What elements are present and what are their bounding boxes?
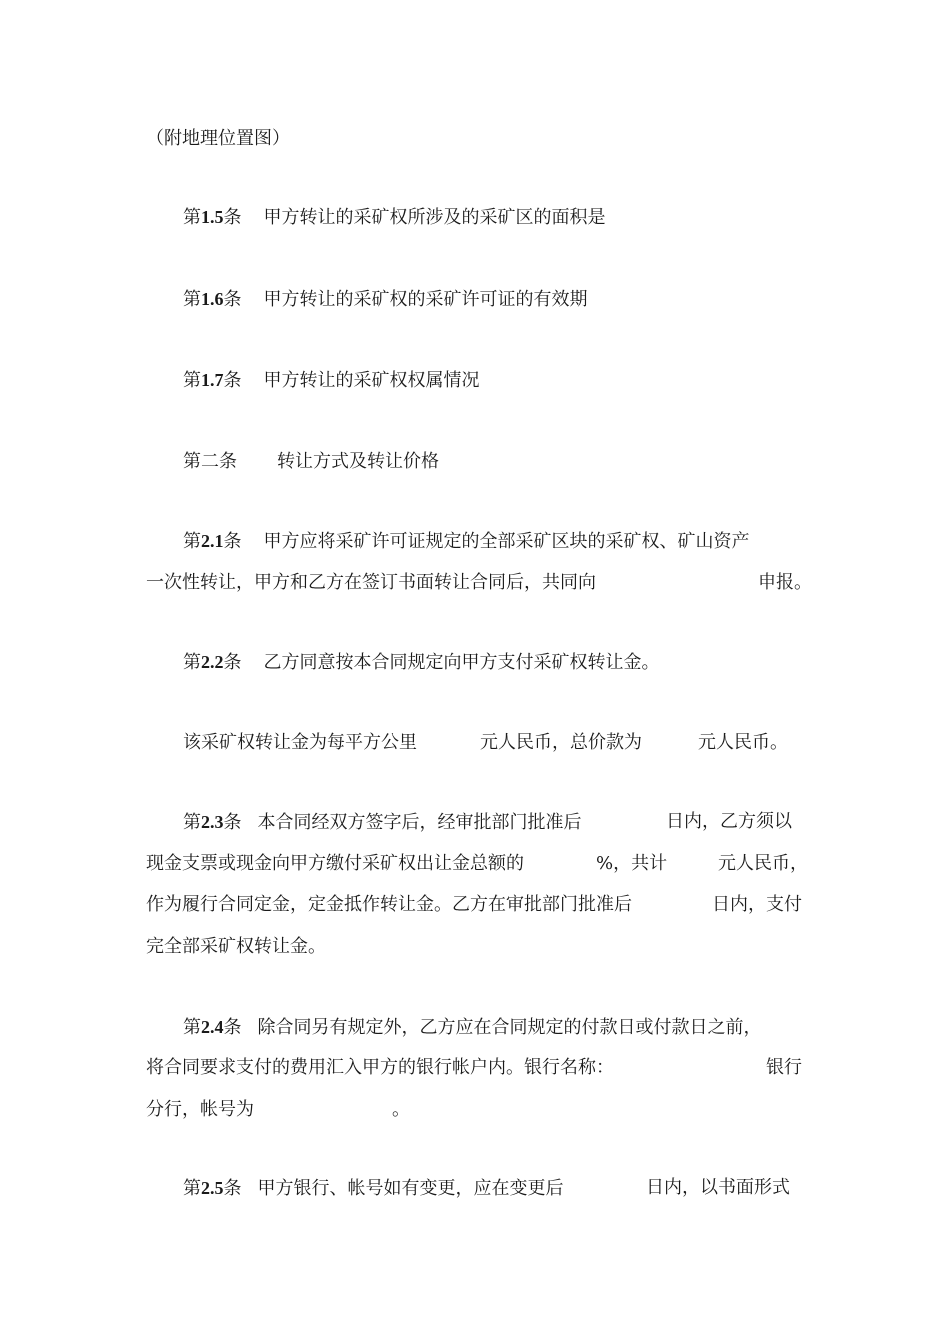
article-2-4-line-3: 分行，帐号为 bbox=[146, 1099, 254, 1120]
article-2-4-line-2: 将合同要求支付的费用汇入甲方的银行帐户内。银行名称： bbox=[146, 1057, 614, 1078]
article-2-3-line-1-end: 日内，乙方须以 bbox=[666, 811, 792, 832]
article-2-3-line-1: 第2.3条 本合同经双方签字后，经审批部门批准后 bbox=[183, 812, 582, 833]
article-2-3-line-3: 作为履行合同定金，定金抵作转让金。乙方在审批部门批准后 bbox=[146, 894, 632, 915]
section-2-heading: 第二条 转让方式及转让价格 bbox=[183, 451, 439, 472]
article-1-6: 第1.6条 甲方转让的采矿权的采矿许可证的有效期 bbox=[183, 289, 588, 310]
article-2-1-line-1: 第2.1条 甲方应将采矿许可证规定的全部采矿区块的采矿权、矿山资产 bbox=[183, 531, 750, 552]
article-2-3-line-2-end: 元人民币， bbox=[718, 853, 808, 874]
article-2-4-line-1: 第2.4条 除合同另有规定外，乙方应在合同规定的付款日或付款日之前， bbox=[183, 1017, 762, 1038]
article-2-2: 第2.2条 乙方同意按本合同规定向甲方支付采矿权转让金。 bbox=[183, 652, 660, 673]
article-2-1-report: 申报。 bbox=[758, 572, 812, 593]
article-2-3-line-2: 现金支票或现金向甲方缴付采矿权出让金总额的 bbox=[146, 853, 524, 874]
article-1-5: 第1.5条 甲方转让的采矿权所涉及的采矿区的面积是 bbox=[183, 207, 606, 228]
article-2-5-line-1-end: 日内，以书面形式 bbox=[646, 1177, 790, 1198]
fee-line-start: 该采矿权转让金为每平方公里 bbox=[183, 732, 417, 753]
article-2-3-line-2-mid: %，共计 bbox=[596, 853, 668, 874]
article-2-1-line-2: 一次性转让，甲方和乙方在签订书面转让合同后，共同向 bbox=[146, 572, 596, 593]
fee-line-end: 元人民币。 bbox=[698, 732, 788, 753]
article-2-4-bank: 银行 bbox=[766, 1057, 802, 1078]
article-1-7: 第1.7条 甲方转让的采矿权权属情况 bbox=[183, 370, 480, 391]
article-2-4-line-3-end: 。 bbox=[392, 1099, 410, 1120]
article-2-3-line-3-end: 日内，支付 bbox=[712, 894, 802, 915]
article-2-5-line-1: 第2.5条 甲方银行、帐号如有变更，应在变更后 bbox=[183, 1178, 564, 1199]
fee-line-mid: 元人民币，总价款为 bbox=[480, 732, 642, 753]
article-2-3-line-4: 完全部采矿权转让金。 bbox=[146, 936, 326, 957]
attachment-note: （附地理位置图） bbox=[146, 128, 290, 149]
